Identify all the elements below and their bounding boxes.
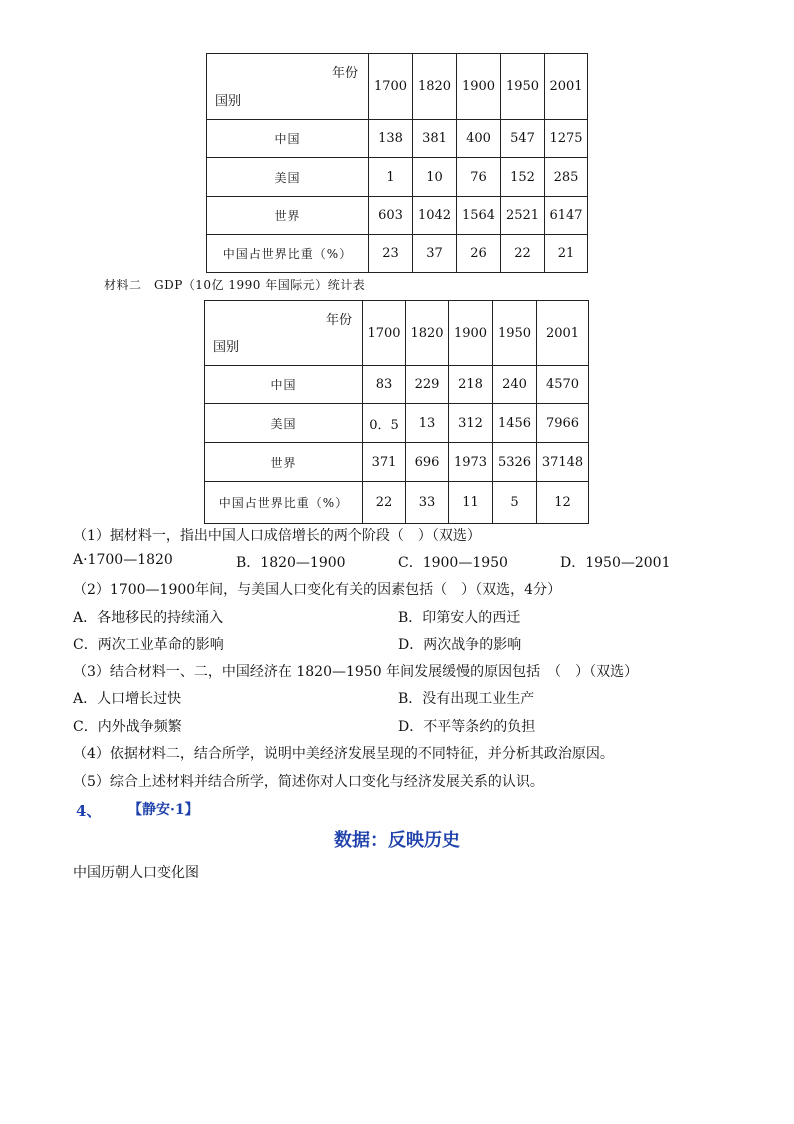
table-row [205,404,589,443]
table-cell: 83 [363,366,406,404]
table-cell: 1 [369,158,413,197]
table-cell: 240 [493,366,537,404]
header-year-label: 年份 [331,66,358,81]
q3-option-d: D．不平等条约的负担 [398,719,536,735]
table-cell: 5 [493,482,537,524]
year-header: 1700 [363,301,406,366]
table-row [207,158,588,197]
year-header: 2001 [537,301,589,366]
table-cell: 21 [545,235,588,273]
year-header: 1820 [413,54,457,120]
row-label: 中国 [205,366,363,404]
material2-caption: 材料二 GDP（10亿 1990 年国际元）统计表 [104,278,366,292]
q2-option-a: A．各地移民的持续涌入 [73,610,224,626]
table-cell: 22 [501,235,545,273]
table-cell: 218 [449,366,493,404]
population-table [206,53,588,273]
question-number: 4、 [76,802,102,820]
table-cell: 2521 [501,197,545,235]
table-cell: 7966 [537,404,589,443]
q3-option-a: A．人口增长过快 [73,691,182,707]
table-cell: 0．5 [363,404,406,443]
table-cell: 603 [369,197,413,235]
table-row [207,235,588,273]
year-header: 1820 [406,301,449,366]
q2-option-c: C．两次工业革命的影响 [73,637,224,653]
question-4-text: （4）依据材料二，结合所学，说明中美经济发展呈现的不同特征，并分析其政治原因。 [73,746,614,762]
section-title: 数据：反映历史 [334,830,460,851]
table-cell: 10 [413,158,457,197]
question-5-text: （5）综合上述材料并结合所学，简述你对人口变化与经济发展关系的认识。 [73,774,544,790]
year-header: 1900 [449,301,493,366]
table-cell: 6147 [545,197,588,235]
table-row [205,366,589,404]
q1-option-d: D．1950—2001 [560,555,671,571]
table-header-corner [205,301,363,366]
row-label: 美国 [207,158,369,197]
row-label: 中国占世界比重（%） [207,235,369,273]
year-header: 1900 [457,54,501,120]
table-row [205,482,589,524]
table-cell: 696 [406,443,449,482]
table-header-corner [207,54,369,120]
table-cell: 1973 [449,443,493,482]
table-cell: 152 [501,158,545,197]
table-row [205,443,589,482]
table-cell: 229 [406,366,449,404]
table-row [207,197,588,235]
row-label: 中国占世界比重（%） [205,482,363,524]
table-cell: 138 [369,120,413,158]
header-country-label: 国别 [215,94,242,109]
table-cell: 1456 [493,404,537,443]
q2-option-b: B．印第安人的西迁 [398,610,521,626]
table-cell: 76 [457,158,501,197]
table-cell: 37148 [537,443,589,482]
q1-option-b: B．1820—1900 [236,555,346,571]
header-country-label: 国别 [213,340,240,355]
table-cell: 547 [501,120,545,158]
question-2-text: （2）1700—1900年间，与美国人口变化有关的因素包括（ ）（双选，4分） [73,582,562,598]
table-cell: 37 [413,235,457,273]
year-header: 1950 [501,54,545,120]
table-cell: 13 [406,404,449,443]
q2-option-d: D．两次战争的影响 [398,637,522,653]
table-cell: 33 [406,482,449,524]
figure-caption: 中国历朝人口变化图 [73,865,199,881]
table-cell: 1564 [457,197,501,235]
q1-option-a: A·1700—1820 [73,552,173,568]
year-header: 1700 [369,54,413,120]
row-label: 世界 [207,197,369,235]
year-header: 1950 [493,301,537,366]
table-cell: 11 [449,482,493,524]
table-cell: 400 [457,120,501,158]
table-cell: 26 [457,235,501,273]
table-cell: 5326 [493,443,537,482]
q3-option-b: B．没有出现工业生产 [398,691,535,707]
gdp-table [204,300,589,524]
table-cell: 371 [363,443,406,482]
q3-option-c: C．内外战争频繁 [73,719,182,735]
q1-option-c: C．1900—1950 [398,555,508,571]
table-cell: 23 [369,235,413,273]
source-tag: 【静安·1】 [128,802,199,818]
table-row [207,120,588,158]
header-year-label: 年份 [325,313,352,328]
year-header: 2001 [545,54,588,120]
table-cell: 285 [545,158,588,197]
table-cell: 312 [449,404,493,443]
table-cell: 1042 [413,197,457,235]
row-label: 美国 [205,404,363,443]
question-3-text: （3）结合材料一、二，中国经济在 1820—1950 年间发展缓慢的原因包括 （ ）（双选） [73,664,639,680]
row-label: 中国 [207,120,369,158]
row-label: 世界 [205,443,363,482]
table-cell: 12 [537,482,589,524]
table-cell: 22 [363,482,406,524]
question-1-text: （1）据材料一，指出中国人口成倍增长的两个阶段（ ）（双选） [73,528,481,544]
table-cell: 4570 [537,366,589,404]
table-cell: 1275 [545,120,588,158]
table-cell: 381 [413,120,457,158]
